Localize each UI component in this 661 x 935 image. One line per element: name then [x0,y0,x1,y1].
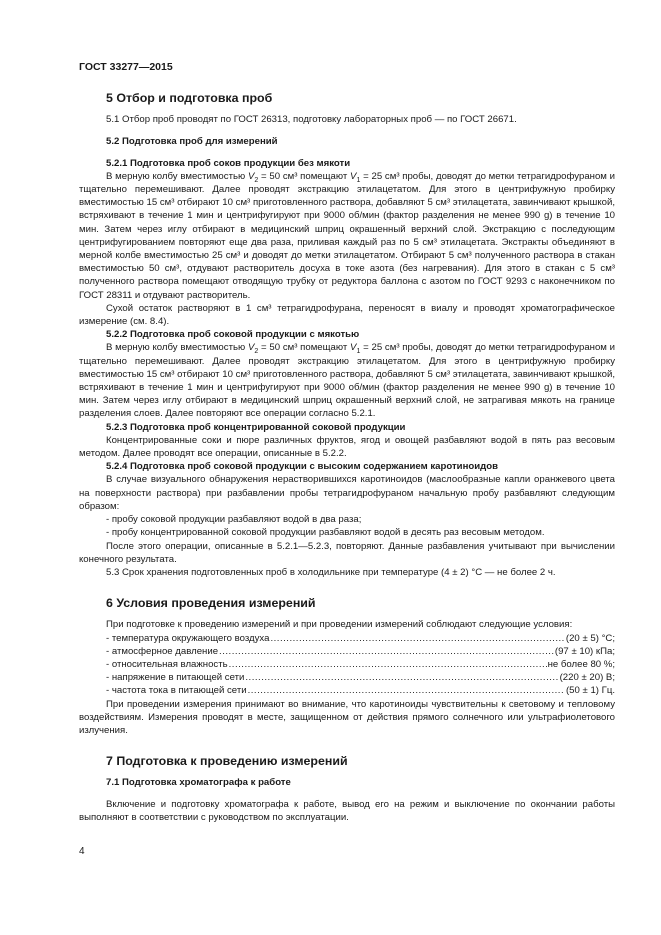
conditions-list [79,632,615,698]
paragraph-5-2-2 [79,341,615,420]
variable: V [247,170,255,182]
section-7-title: 7 Подготовка к проведению измерений [106,754,348,769]
paragraph-5-2-1-a [79,170,615,302]
paragraph-5-1: 5.1 Отбор проб проводят по ГОСТ 26313, подготовку лабораторных проб — по ГОСТ 26671. [106,114,517,126]
condition-row [79,645,615,658]
condition-row [79,671,615,684]
condition-label: - напряжение в питающей сети [106,672,245,684]
variable: V [247,342,255,354]
condition-label: - атмосферное давление [106,645,219,657]
variable: V [350,342,357,354]
condition-row [79,658,615,671]
subscript: 2 [254,176,259,184]
condition-row [79,684,615,697]
condition-label: - относительная влажность [106,658,228,670]
subscript: 1 [356,348,361,356]
section-6-title: 6 Условия проведения измерений [106,596,316,611]
paragraph-5-2-3: Концентрированные соки и пюре различных фруктов, ягод и овощей разбавляют водой в пять раз весовым методом. Далее проводят все операции, описанные в 5.2.2. [79,434,615,460]
section-5-2-title: 5.2 Подготовка проб для измерений [106,136,278,148]
paragraph-7-1: Включение и подготовку хроматографа к работе, вывод его на режим и выключение по окончании работы выполняют в соответствии с руководством по эксплуатации. [79,798,615,823]
list-item: - пробу концентрированной соковой продукции разбавляют водой в десять раз весовым методом. [106,527,545,539]
section-5-title: 5 Отбор и подготовка проб [106,91,273,105]
subscript: 1 [356,176,361,184]
document-header: ГОСТ 33277—2015 [79,61,173,73]
paragraph-5-2-1-b: Сухой остаток растворяют в 1 см³ тетрагидрофурана, переносят в виалу и проводят хроматографическое измерение (см. 8.4). [79,302,615,328]
paragraph-5-2-4: В случае визуального обнаружения нерастворившихся каротиноидов (маслообразные капли оранжевого цвета на поверхности раствора) при разбавлении пробы тетрагидрофураном начальную пробу разбавляют следующим образом: [79,474,615,512]
condition-label: - температура окружающего воздуха [106,632,270,644]
section-5-2-2-title: 5.2.2 Подготовка проб соковой продукции с мякотью [106,329,360,341]
document-body [79,88,615,824]
text: = 50 см³ помещают [258,342,351,354]
text: = 50 см³ помещают [258,170,351,182]
condition-value: (50 ± 1) Гц. [565,685,615,697]
subscript: 2 [254,348,259,356]
variable: V [350,170,357,182]
paragraph-6-outro: При проведении измерения принимают во внимание, что каротиноиды чувствительны к световому и тепловому воздействиям. Измерения проводят в месте, защищенном от действия прямого солнечного или ультрафиолетового излучения. [79,698,615,736]
text: = 25 см³ пробы, доводят до метки тетрагидрофураном и тщательно перемешивают. Далее проводят экстракцию этилацетатом. Для этого в центрифужную пробирку вместимостью 15 см³ отбирают 10 см³ приготовленного раствора, добавляют 5 см³ этилацетата, завинчивают крышкой, встряхивают в течение 1 мин и центрифугируют при 9000 об/мин (фактор разделения не менее 990 g) в течение 10 мин. Затем через иглу отбирают в медицинский шприц окрашенный верхний слой. Экстракцию с последующим центрифугированием повторяют еще два раза, приливая каждый раз по 5 см³ этилацетата. Экстракты объединяют в мерной колбе вместимостью 25 см³ и доводят до метки этилацетатом. Отбирают 5 см³ полученного раствора в стакан вместимостью 50 см³, отдувают растворитель досуха в токе азота (без нагревания). Для этого в стакан с 5 см³ полученного раствора помещают отводящую трубку от редуктора баллона с азотом по ГОСТ 9293 с наконечником по ГОСТ 28311 и отдувают растворитель. [79,170,616,301]
section-5-2-1-title: 5.2.1 Подготовка проб соков продукции без мякоти [106,157,351,169]
condition-value: (220 ± 20) В; [559,672,615,684]
section-5-2-3-title: 5.2.3 Подготовка проб концентрированной соковой продукции [106,421,406,433]
text: В мерную колбу вместимостью [106,342,248,354]
text: В мерную колбу вместимостью [106,170,248,182]
condition-value: не более 80 %; [547,658,615,670]
condition-value: (20 ± 5) °С; [565,632,615,644]
paragraph-5-2-4-b: После этого операции, описанные в 5.2.1—5.2.3, повторяют. Данные разбавления учитывают при вычислении конечного результата. [79,540,615,565]
list-item: - пробу соковой продукции разбавляют водой в два раза; [106,514,362,526]
page-number: 4 [79,846,85,857]
paragraph-5-3: 5.3 Срок хранения подготовленных проб в холодильнике при температуре (4 ± 2) °С — не более 2 ч. [106,566,556,578]
section-7-1-title: 7.1 Подготовка хроматографа к работе [106,777,291,789]
condition-label: - частота тока в питающей сети [106,685,247,697]
text: = 25 см³ пробы, доводят до метки тетрагидрофураном и тщательно перемешивают. Далее проводят экстракцию этилацетатом. Для этого в центрифужную пробирку вместимостью 15 см³ отбирают 10 см³ приготовленного раствора, добавляют 5 см³ этилацетата, завинчивают крышкой, встряхивают в течение 1 мин и центрифугируют при 9000 об/мин (фактор разделения не менее 990 g) в течение 10 мин. Затем через иглу отбирают в медицинский шприц окрашенный верхний слой, не затрагивая мякоть на границе разделения слоев. Далее повторяют все операции согласно 5.2.1. [79,342,616,420]
paragraph-6-intro: При подготовке к проведению измерений и при проведении измерений соблюдают следующие условия: [106,619,573,631]
condition-value: (97 ± 10) кПа; [554,645,615,657]
condition-row [79,632,615,645]
section-5-2-4-title: 5.2.4 Подготовка проб соковой продукции с высоким содержанием каротиноидов [106,461,498,473]
